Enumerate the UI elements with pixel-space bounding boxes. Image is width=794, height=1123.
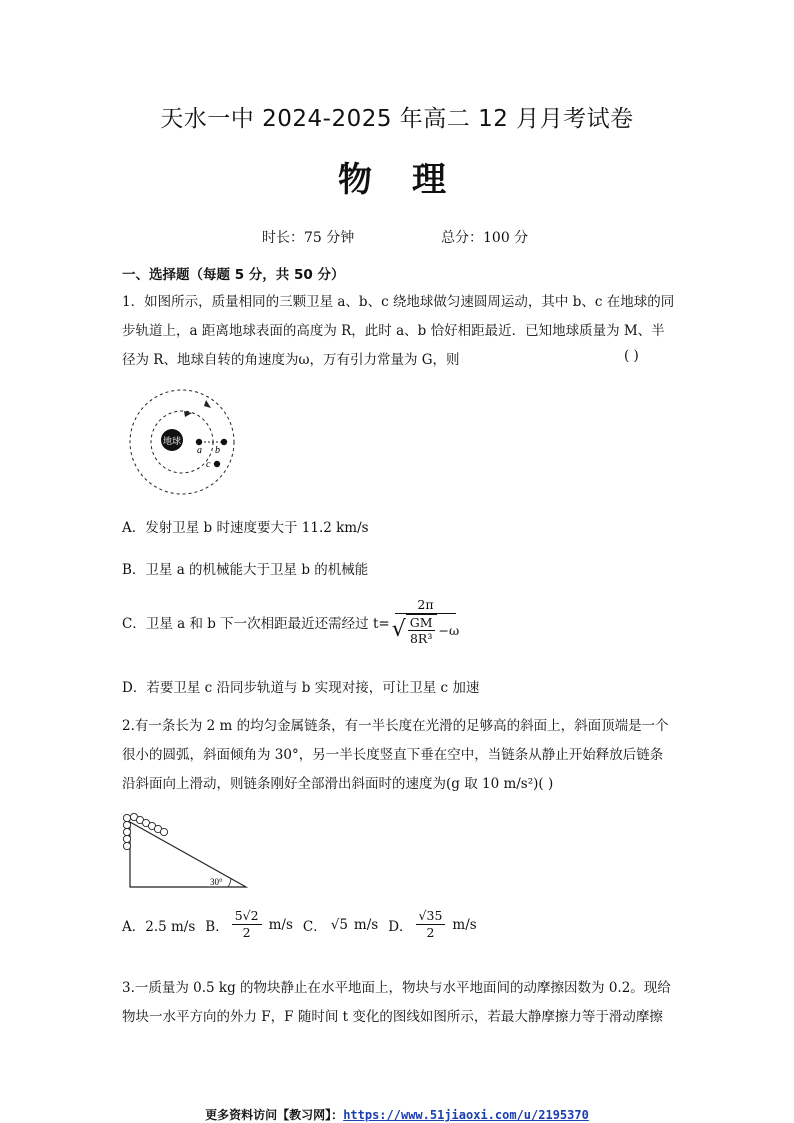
q2-option-d-fraction <box>416 908 446 941</box>
q2-line-3: 沿斜面向上滑动，则链条刚好全部滑出斜面时的速度为(g 取 10 m/s²)( ) <box>122 776 554 792</box>
q2-option-b-denominator: 2 <box>242 925 251 940</box>
q1-option-b: B．卫星 a 的机械能大于卫星 b 的机械能 <box>122 562 369 578</box>
q2-option-b-fraction <box>232 908 262 941</box>
q1-option-c-numerator: 2π <box>395 597 455 614</box>
q1-line-2: 步轨道上，a 距离地球表面的高度为 R，此时 a、b 恰好相距最近．已知地球质量为 M、半 <box>122 323 665 339</box>
q1-orbit-figure <box>118 386 244 500</box>
q1-option-c-text: C．卫星 a 和 b 下一次相距最近还需经过 t= <box>122 615 390 632</box>
q2-option-c-unit: m/s <box>353 916 379 933</box>
section-heading: 一、选择题（每题 5 分，共 50 分） <box>122 267 345 283</box>
chain-hanging <box>123 814 130 849</box>
q3-line-2: 物块一水平方向的外力 F，F 随时间 t 变化的图线如图所示，若最大静摩擦力等于滑动摩擦 <box>122 1009 663 1025</box>
q3-line-1: 3.一质量为 0.5 kg 的物块静止在水平地面上，物块与水平地面间的动摩擦因数为 0.2。现给 <box>122 980 671 996</box>
exam-title: 天水一中 2024-2025 年高二 12 月月考试卷 <box>160 106 634 132</box>
satellite-c <box>214 461 220 467</box>
q2-option-d-unit: m/s <box>452 916 477 933</box>
q2-option-d-label: D． <box>388 918 413 935</box>
q1-option-c <box>122 597 459 646</box>
angle-label: 30° <box>210 877 223 887</box>
satellite-a-label: a <box>197 445 202 456</box>
q1-line-3: 径为 R、地球自转的角速度为ω，万有引力常量为 G，则 <box>122 352 460 368</box>
q2-line-1: 2.有一条长为 2 m 的均匀金属链条，有一半长度在光滑的足够高的斜面上，斜面顶端是一个 <box>122 718 669 734</box>
q2-incline-figure <box>118 808 252 890</box>
q2-line-2: 很小的圆弧，斜面倾角为 30°，另一半长度竖直下垂在空中，当链条从静止开始释放后链条 <box>122 747 664 763</box>
question-3 <box>122 974 678 1032</box>
q2-option-b-label: B． <box>205 918 229 935</box>
sqrt-radicand <box>406 614 437 646</box>
exam-duration: 时长：75 分钟 <box>262 230 355 246</box>
subject-heading: 物理 <box>338 160 486 200</box>
sqrt-symbol: √ <box>391 617 406 642</box>
q2-option-b-numerator: 5√2 <box>232 908 262 925</box>
footer-link[interactable]: https://www.51jiaoxi.com/u/2195370 <box>343 1108 589 1122</box>
q1-option-a: A．发射卫星 b 时速度要大于 11.2 km/s <box>122 520 369 536</box>
q2-option-c-label: C． <box>302 918 327 935</box>
q1-line-1: 1．如图所示，质量相同的三颗卫星 a、b、c 绕地球做匀速圆周运动，其中 b、c 在地球的同 <box>122 294 675 310</box>
incline <box>130 822 246 887</box>
satellite-b <box>221 439 227 445</box>
q1-option-c-denominator <box>392 614 460 646</box>
q2-option-d-denominator: 2 <box>426 925 435 940</box>
q1-answer-paren: ( ) <box>624 348 639 364</box>
q1-option-d: D．若要卫星 c 沿同步轨道与 b 实现对接，可让卫星 c 加速 <box>122 680 480 696</box>
q2-option-d-numerator: √35 <box>416 908 446 925</box>
q2-option-c-value: √5 <box>330 916 348 933</box>
question-1 <box>122 288 678 375</box>
question-2 <box>122 712 678 799</box>
radicand-numerator: GM <box>409 615 433 630</box>
q2-option-a: A．2.5 m/s <box>122 918 196 935</box>
footer <box>0 1106 794 1123</box>
q1-option-c-fraction <box>392 597 460 646</box>
q2-options <box>122 908 477 941</box>
orbit-direction-arrow-outer <box>204 400 211 408</box>
footer-prefix: 更多资料访问【教习网】： <box>205 1108 344 1122</box>
q2-option-b-unit: m/s <box>268 916 293 933</box>
omega-term: −ω <box>438 622 460 638</box>
earth-label: 地球 <box>162 437 182 447</box>
exam-total-score: 总分：100 分 <box>441 230 529 246</box>
radicand-denominator: 8R³ <box>409 631 433 646</box>
satellite-c-label: c <box>206 459 211 470</box>
angle-arc <box>228 878 231 887</box>
satellite-b-label: b <box>215 445 220 456</box>
